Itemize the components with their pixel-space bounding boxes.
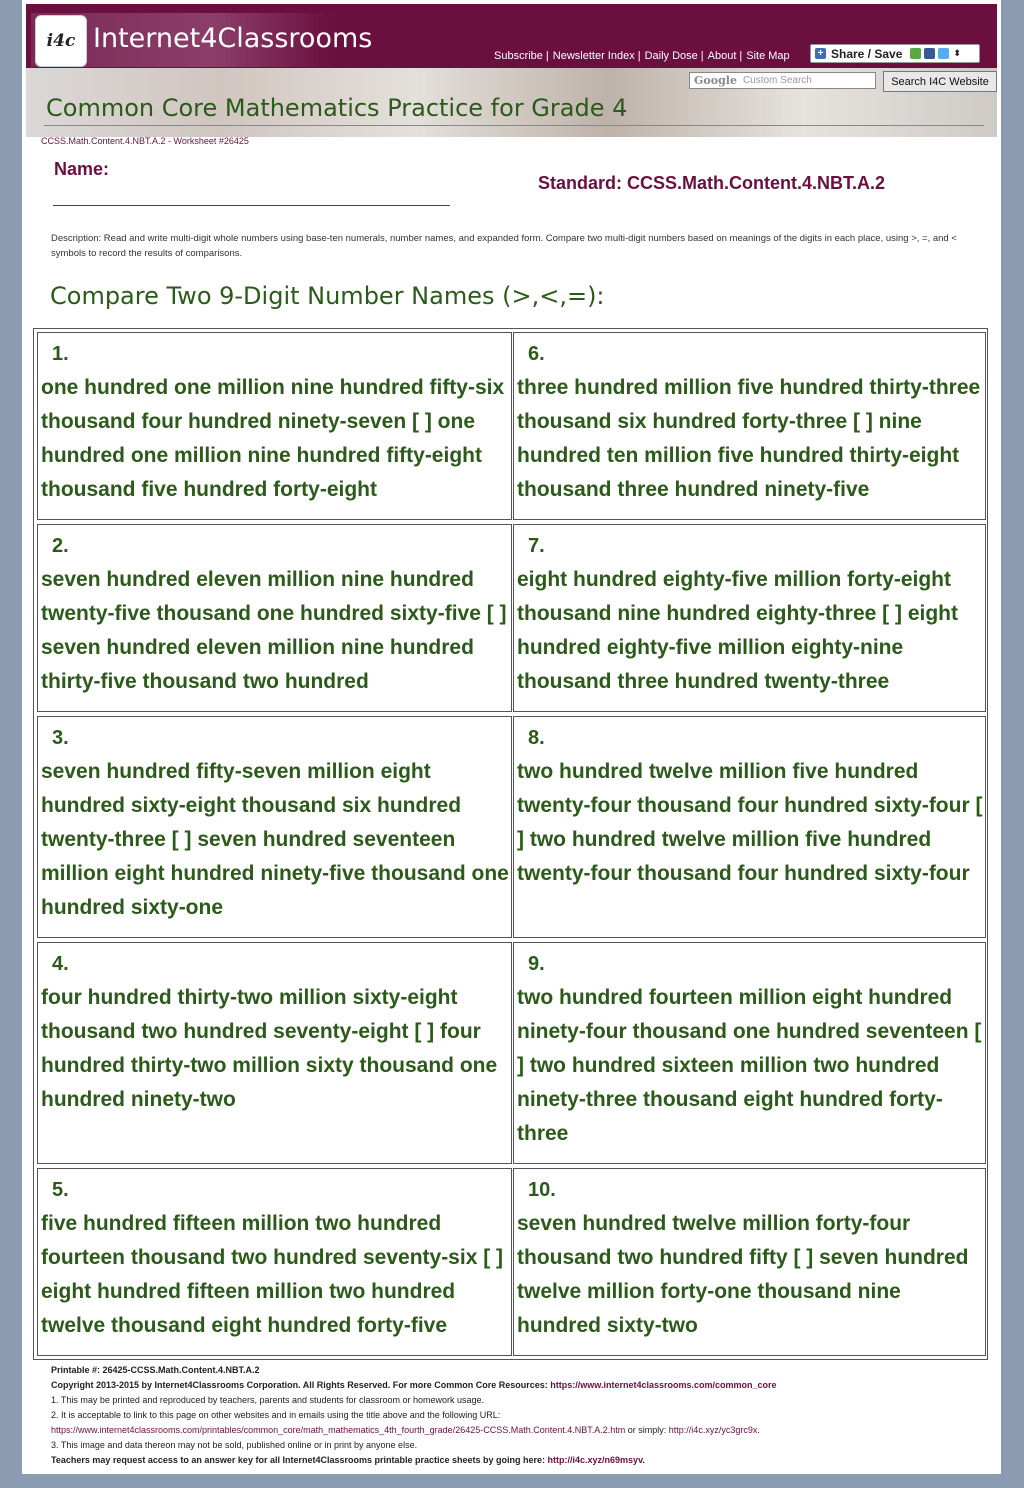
footer-note-1: 1. This may be printed and reproduced by teachers, parents and students for classroom or homework usage. xyxy=(51,1395,485,1405)
answer-key-line xyxy=(51,1453,981,1468)
nav-link-newsletter-index[interactable]: Newsletter Index xyxy=(552,50,635,62)
footer xyxy=(51,1363,981,1468)
problem-number: 4. xyxy=(52,953,69,975)
section-title: Compare Two 9-Digit Number Names (>,<,=): xyxy=(50,282,605,310)
i4c-logo-icon: i4c xyxy=(35,15,87,67)
search-button[interactable]: Search I4C Website xyxy=(883,71,997,92)
nav-link-subscribe[interactable]: Subscribe xyxy=(494,50,543,62)
worksheet-url-link[interactable]: https://www.internet4classrooms.com/printables/common_core/math_mathematics_4th_fourth_grade/26425-CCSS.Math.Content.4.NBT.A.2.htm xyxy=(51,1425,626,1435)
problem-text: seven hundred eleven million nine hundred twenty-five thousand one hundred sixty-five [ ] seven hundred eleven million nine hundred thirty-five thousand two hundred xyxy=(41,568,507,693)
problem-cell xyxy=(37,942,512,1164)
problem-number: 1. xyxy=(52,343,69,365)
chevron-updown-icon: ⬍ xyxy=(953,48,961,58)
problem-cell xyxy=(513,332,986,520)
problem-text: eight hundred eighty-five million forty-eight thousand nine hundred eighty-three [ ] eight hundred eighty-five million eighty-nine thousand three hundred twenty-three xyxy=(517,568,958,693)
footer-note-2: 2. It is acceptable to link to this page on other websites and in emails using the title above and the following URL: xyxy=(51,1410,501,1420)
problem-number: 5. xyxy=(52,1179,69,1201)
problem-text: three hundred million five hundred thirty-three thousand six hundred forty-three [ ] nine hundred ten million five hundred thirty-eight thousand three hundred ninety-five xyxy=(517,376,981,501)
answer-key-text: Teachers may request access to an answer key for all Internet4Classrooms printable practice sheets by going here: xyxy=(51,1455,548,1465)
twitter-icon xyxy=(938,48,949,59)
problem-number: 6. xyxy=(528,343,545,365)
problem-cell xyxy=(37,1168,512,1356)
nav-separator: | xyxy=(700,50,704,62)
problem-number: 8. xyxy=(528,727,545,749)
nav-link-site-map[interactable]: Site Map xyxy=(746,50,790,62)
problem-number: 9. xyxy=(528,953,545,975)
header-banner xyxy=(26,68,997,137)
problem-text: seven hundred twelve million forty-four thousand two hundred fifty [ ] seven hundred twelve million forty-one thousand nine hundred sixty-two xyxy=(517,1212,969,1337)
url-period: . xyxy=(757,1425,760,1435)
problem-text: seven hundred fifty-seven million eight hundred sixty-eight thousand six hundred twenty-three [ ] seven hundred seventeen million eight hundred ninety-five thousand one hundred sixty-one xyxy=(41,760,509,919)
problem-cell xyxy=(513,716,986,938)
problem-number: 10. xyxy=(528,1179,556,1201)
standard-label: Standard: CCSS.Math.Content.4.NBT.A.2 xyxy=(538,173,886,193)
problem-text: five hundred fifteen million two hundred fourteen thousand two hundred seventy-six [ ] eight hundred fifteen million two hundred twelve thousand eight hundred forty-five xyxy=(41,1212,504,1337)
problem-table xyxy=(33,328,988,1360)
worksheet-page xyxy=(22,0,1001,1474)
search-input[interactable] xyxy=(689,72,876,89)
nav-separator: | xyxy=(637,50,641,62)
problem-cell xyxy=(37,716,512,938)
copyright-line xyxy=(51,1378,981,1393)
problem-text: two hundred fourteen million eight hundred ninety-four thousand one hundred seventeen [ ] two hundred sixteen million two hundred ninety-three thousand eight hundred forty-three xyxy=(517,986,982,1145)
footer-note-3: 3. This image and data thereon may not be sold, published online or in print by anyone else. xyxy=(51,1440,418,1450)
problem-number: 2. xyxy=(52,535,69,557)
nav-separator: | xyxy=(545,50,549,62)
share-save-label: Share / Save xyxy=(831,46,903,61)
printable-id: Printable #: 26425-CCSS.Math.Content.4.NBT.A.2 xyxy=(51,1365,260,1375)
facebook-icon xyxy=(924,48,935,59)
problem-cell xyxy=(37,332,512,520)
problem-cell xyxy=(513,524,986,712)
problem-text: four hundred thirty-two million sixty-eight thousand two hundred seventy-eight [ ] four hundred thirty-two million sixty thousand one hundred ninety-two xyxy=(41,986,498,1111)
url-or-simply: or simply: xyxy=(625,1425,669,1435)
common-core-link[interactable]: https://www.internet4classrooms.com/common_core xyxy=(550,1380,777,1390)
search-placeholder: Custom Search xyxy=(742,75,812,86)
answer-key-link[interactable]: http://i4c.xyz/n69msyv xyxy=(547,1455,643,1465)
nav-separator: | xyxy=(739,50,743,62)
problem-cell xyxy=(37,524,512,712)
nav-link-daily-dose[interactable]: Daily Dose xyxy=(644,50,698,62)
name-label: Name: xyxy=(54,159,110,179)
problem-number: 7. xyxy=(528,535,545,557)
nav-link-about[interactable]: About xyxy=(707,50,737,62)
problem-number: 3. xyxy=(52,727,69,749)
problem-text: one hundred one million nine hundred fifty-six thousand four hundred ninety-seven [ ] one hundred one million nine hundred fifty-eight thousand five hundred forty-eight xyxy=(41,376,505,501)
problem-cell xyxy=(513,1168,986,1356)
answer-key-period: . xyxy=(642,1455,645,1465)
problem-text: two hundred twelve million five hundred twenty-four thousand four hundred sixty-four [ ] two hundred twelve million five hundred twenty-four thousand four hundred sixty-four xyxy=(517,760,983,885)
worksheet-reference: CCSS.Math.Content.4.NBT.A.2 - Worksheet #26425 xyxy=(41,136,249,146)
google-brand: Google xyxy=(694,74,737,87)
copyright-text: Copyright 2013-2015 by Internet4Classrooms Corporation. All Rights Reserved. For more Common Core Resources: xyxy=(51,1380,551,1390)
site-logo-text: Internet4Classrooms xyxy=(93,23,373,54)
name-line xyxy=(53,205,450,206)
page-title: Common Core Mathematics Practice for Grade 4 xyxy=(46,94,628,122)
email-share-icon xyxy=(910,48,921,59)
short-url-link[interactable]: http://i4c.xyz/yc3grc9x xyxy=(668,1425,758,1435)
share-save-button[interactable] xyxy=(810,44,980,63)
site-header xyxy=(26,4,997,68)
description-text: Description: Read and write multi-digit whole numbers using base-ten numerals, number names, and expanded form. Compare two multi-digit numbers based on meanings of the digits in each place, using >, =, and < symbols to record the results of comparisons. xyxy=(51,233,957,259)
share-plus-icon: + xyxy=(815,48,826,59)
footer-url-line xyxy=(51,1423,981,1438)
problem-cell xyxy=(513,942,986,1164)
site-logo[interactable] xyxy=(31,13,373,67)
top-nav xyxy=(494,50,790,62)
title-divider xyxy=(44,125,984,126)
